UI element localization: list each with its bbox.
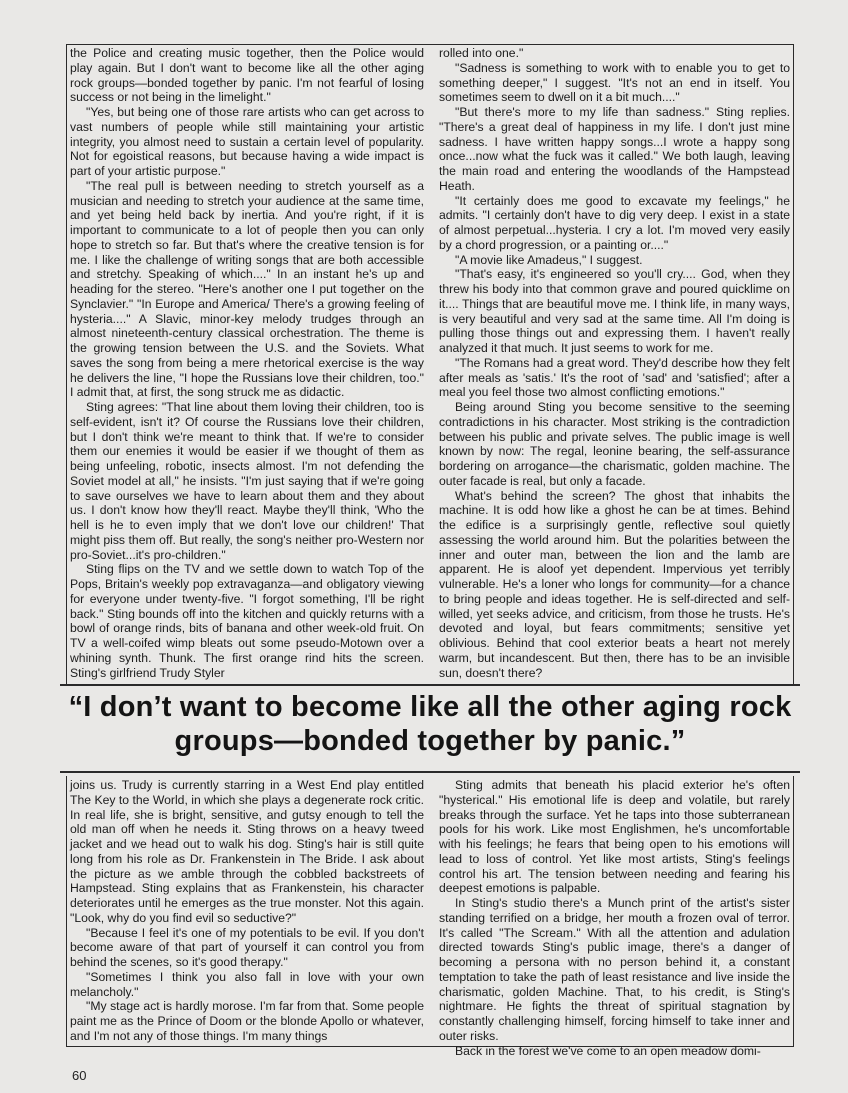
paragraph: Sting agrees: "That line about them loving their children, too is self-evident, isn't it? Of course the Russians love their children, but I don't think we're meant to think that. If we're to consider them our enemies it would be easier if we thought of them as being unfeeling, robotic, insects almost. I'm not defending the Soviet model at all," he insists. "I'm just saying that if we're going to save ourselves we have to learn about them and they about us. I don't know how they'll react. Maybe they'll think, 'Who the hell is he to even imply that we don't love our children!' That might piss them off. But really, the song's neither pro-Western nor pro-Soviet...it's pro-children." [70,400,424,562]
paragraph: What's behind the screen? The ghost that inhabits the machine. It is odd how like a ghost he can be at times. Behind the edifice is a surprisingly gentle, reflective soul quietly assessing the world around him. But the polarities between the inner and outer man, between the lion and the lamb are apparent. He is aloof yet dependent. Impervious yet terribly vulnerable. He's a loner who longs for community—for a chance to bring people and ideas together. He is self-directed and self-willed, yet seeks advice, and criticism, from those he trusts. He's devoted and loyal, but fears commitments; sensitive yet oblivious. Behind that cool exterior beats a heart not merely warm, but incandescent. But then, there has to be an invisible sun, doesn't there? [439,488,790,680]
paragraph: Back in the forest we've come to an open meadow domi- [455,1043,761,1058]
pullquote-rule-top [60,684,800,686]
paragraph: "The Romans had a great word. They'd describe how they felt after meals as 'satis.' It's the root of 'sad' and 'satisfied'; after a meal you feel those two almost conflicting emotions." [439,355,790,400]
paragraph: Sting flips on the TV and we settle down to watch Top of the Pops, Britain's weekly pop extravaganza—and obligatory viewing for everyone under twenty-five. "I forgot something, I'll be right back." Sting bounds off into the kitchen and quickly returns with a bowl of orange rinds, bits of banana and other week-old fruit. On TV a well-coifed wimp bleats out some pseudo-Motown over a whining synth. Thunk. The first orange rind hits the screen. Sting's girlfriend Trudy Styler [70,562,424,680]
paragraph: "It certainly does me good to excavate my feelings," he admits. "I certainly don't have to dig very deep. I exist in a state of almost perpetual...hysteria. I cry a lot. I'm moved very easily by a chord progression, or a painting or...." [439,193,790,252]
paragraph: "A movie like Amadeus," I suggest. [455,252,643,267]
pullquote-rule-bottom [60,771,800,773]
paragraph: rolled into one." [439,46,524,60]
paragraph: "Sadness is something to work with to enable you to get to something deeper," I suggest. "It's not an end in itself. You sometimes seem to dwell on it a bit much...." [439,60,790,105]
paragraph: "My stage act is hardly morose. I'm far from that. Some people paint me as the Prince of Doom or the blonde Apollo or whatever, and I'm not any of those things. I'm many things [70,999,424,1043]
paragraph: In Sting's studio there's a Munch print of the artist's sister standing terrified on a bridge, her mouth a frozen oval of terror. It's called "The Scream." With all the attention and adulation directed towards Sting's public image, there's a danger of becoming a persona with no person behind it, a constant temptation to take the path of least resistance and live inside the charismatic, golden Machine. That, to his credit, is Sting's nightmare. He fights the threat of spiritual stagnation by constantly challenging himself, forcing himself to take inner and outer risks. [439,896,790,1043]
article-column-bottom-left [70,778,424,1046]
page-number: 60 [72,1068,87,1083]
paragraph: "The real pull is between needing to stretch yourself as a musician and needing to stretch your audience at the same time, and yet being held back by inertia. And you're right, if it is important to communicate to a lot of people then you can only hope to stretch so far. But that's where the creative tension is for me. I like the challenge of writing songs that are both accessible and stretchy. Speaking of which...." In an instant he's up and heading for the stereo. "Here's another one I put together on the Synclavier." "In Europe and America/ There's a growing feeling of hysteria...." A Slavic, minor-key melody trudges through an almost nineteenth-century classical orchestration. The theme is the growing tension between the U.S. and the Soviets. What saves the song from being a mere rhetorical exercise is the way he delivers the line, "I hope the Russians love their children, too." I admit that, at first, the song struck me as didactic. [70,178,424,400]
article-column-top-left [70,46,424,682]
paragraph: "That's easy, it's engineered so you'll cry.... God, when they threw his body into that common grave and poured quicklime on it.... Things that are beautiful move me. I think life, in many ways, is very beautiful and very sad at the same time. All I'm doing is pulling those things out and expressing them. I haven't really analyzed it that much. It just seems to work for me. [439,267,790,355]
paragraph: Sting admits that beneath his placid exterior he's often "hysterical." His emotional life is deep and volatile, but rarely breaks through the surface. Yet he taps into those subterranean pools for his work. Like most Englishmen, he's uncomfortable with his feelings; he fears that being open to his emotions will lead to loss of control. Yet like most artists, Sting's feelings control his art. The tension between needing and fearing his deepest emotions is palpable. [439,778,790,896]
paragraph: the Police and creating music together, then the Police would play again. But I don't want to become like all the other aging rock groups—bonded together by panic. I'm not fearful of losing success or not being in the limelight." [70,46,424,105]
paragraph: "But there's more to my life than sadness." Sting replies. "There's a great deal of happiness in my life. I don't just mine sadness. I have written happy songs...I wrote a happy song once...now what the fuck was it called." We both laugh, leaving the main road and entering the woodlands of the Hampstead Heath. [439,105,790,193]
paragraph: "Because I feel it's one of my potentials to be evil. If you don't become aware of that part of yourself it can control you from behind the scenes, so it's good therapy." [70,925,424,969]
pullquote: “I don’t want to become like all the other aging rock groups—bonded together by panic.” [68,691,792,757]
paragraph: Being around Sting you become sensitive to the seeming contradictions in his character. Most striking is the contradiction between his public and private selves. The public image is well known by now: The regal, leonine bearing, the self-assurance bordering on arrogance—the charismatic, golden machine. The outer facade is real, but only a facade. [439,400,790,488]
article-column-top-right [439,46,790,682]
paragraph: "Yes, but being one of those rare artists who can get across to vast numbers of people while still maintaining your artistic integrity, you almost need to sustain a certain level of popularity. Not for egoistical reasons, but because having a wide impact is part of your artistic purpose." [70,105,424,178]
paragraph: joins us. Trudy is currently starring in a West End play entitled The Key to the World, in which she plays a degenerate rock critic. In real life, she is bright, sensitive, and gutsy enough to tell the old man off when he needs it. Sting throws on a heavy tweed jacket and we head out to walk his dog. Sting's hair is still quite long from his role as Dr. Frankenstein in The Bride. I ask about the picture as we amble through the cobbled backstreets of Hampstead. Sting explains that as Frankenstein, his character deteriorates until he emerges as the true monster. Not this again. "Look, why do you find evil so seductive?" [70,778,424,925]
article-column-bottom-right [439,778,790,1058]
paragraph: "Sometimes I think you also fall in love with your own melancholy." [70,969,424,999]
